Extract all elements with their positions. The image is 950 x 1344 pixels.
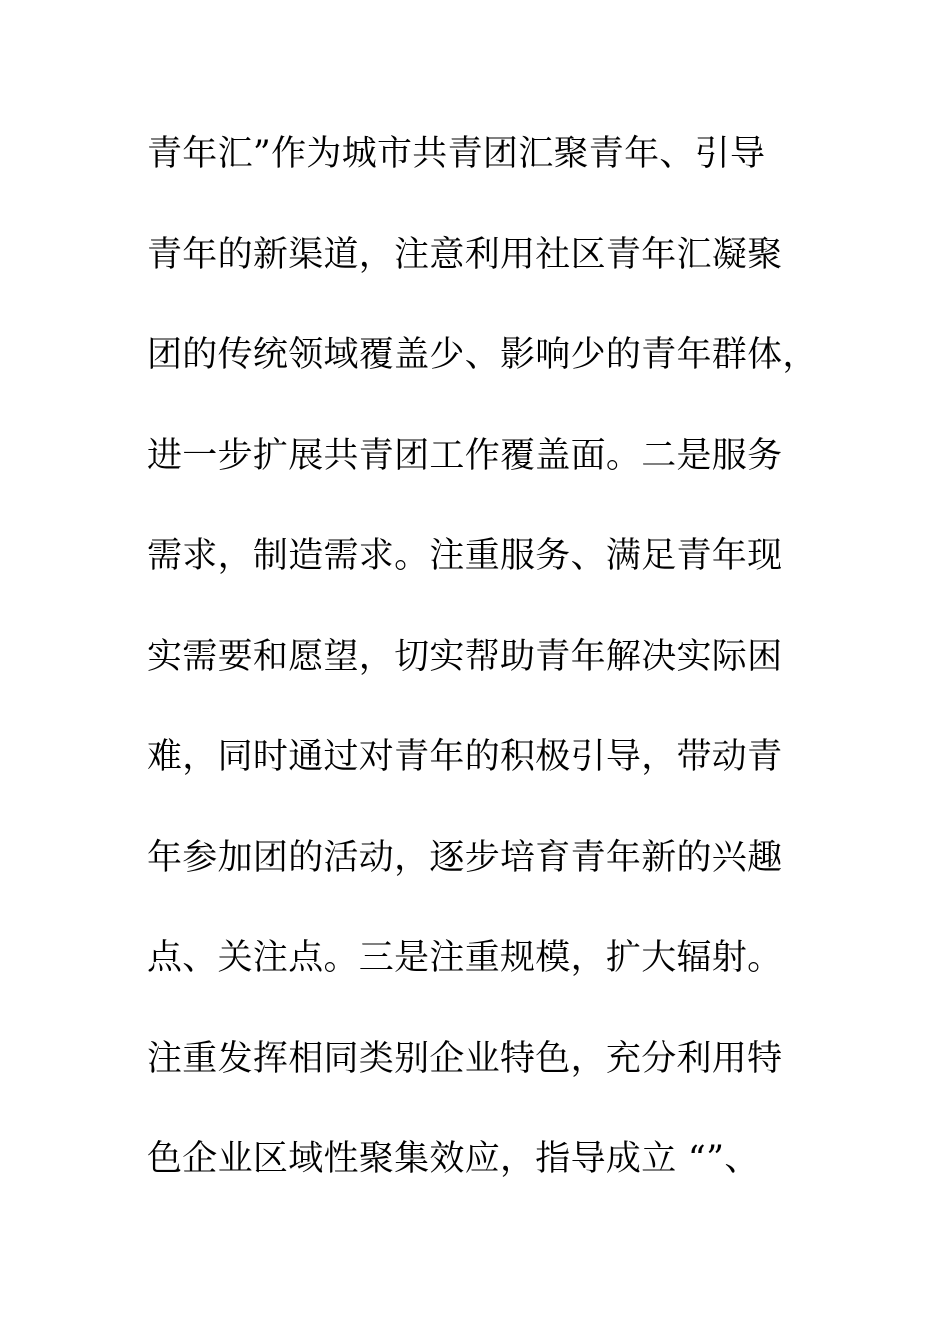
text-line: 年参加团的活动，逐步培育青年新的兴趣: [147, 837, 783, 878]
text-line: 青年汇”作为城市共青团汇聚青年、引导: [147, 134, 766, 174]
text-line: 团的传统领域覆盖少、影响少的青年群体，: [147, 335, 818, 375]
text-line: 注重发挥相同类别企业特色，充分利用特: [147, 1038, 783, 1079]
body-text: [147, 124, 818, 1230]
text-line: 实需要和愿望，切实帮助青年解决实际困: [147, 636, 783, 677]
text-line: 需求，制造需求。注重服务、满足青年现: [147, 536, 783, 576]
text-line: 难，同时通过对青年的积极引导，带动青: [147, 737, 783, 777]
text-line: 青年的新渠道，注意利用社区青年汇凝聚: [147, 234, 783, 275]
text-line: 点、关注点。三是注重规模，扩大辐射。: [147, 938, 783, 978]
text-line: 进一步扩展共青团工作覆盖面。二是服务: [147, 435, 783, 476]
text-line: 色企业区域性聚集效应，指导成立 “”、: [147, 1139, 760, 1179]
